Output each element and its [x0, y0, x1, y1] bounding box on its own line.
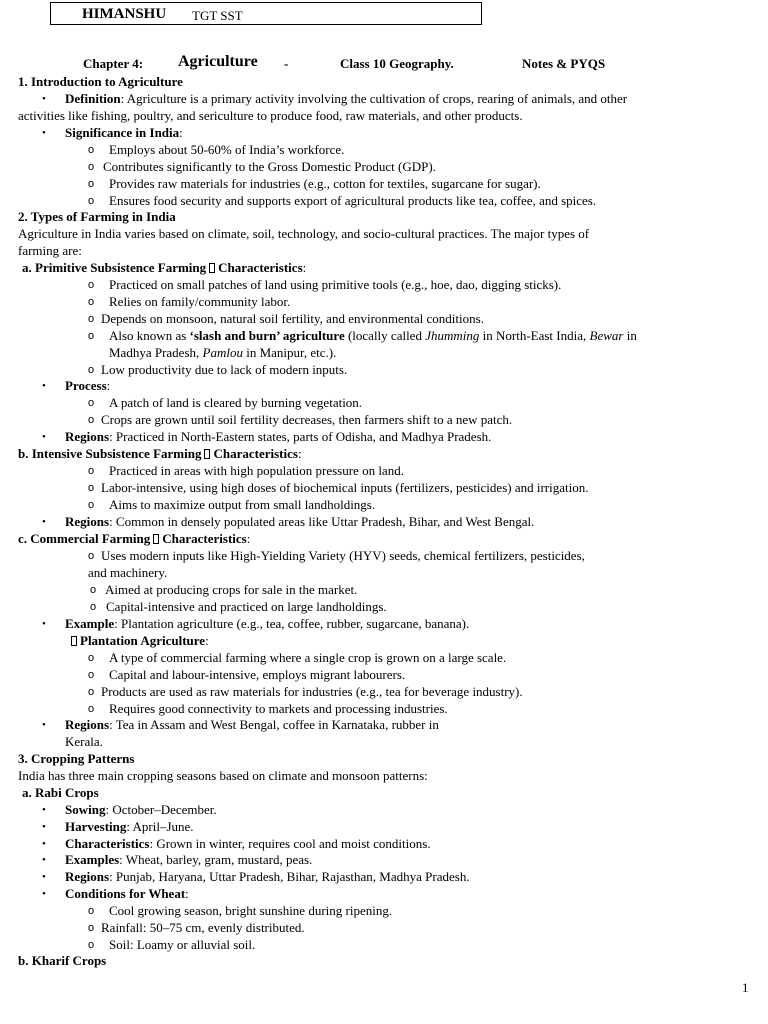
line-text: Crops are grown until soil fertility decreases, then farmers shift to a new patch. [101, 412, 513, 427]
line-text: Requires good connectivity to markets and processing industries. [109, 701, 448, 716]
text-line [65, 429, 491, 445]
text-line [65, 734, 103, 750]
text-line [101, 412, 512, 428]
sub-bullet-icon: o [88, 161, 95, 173]
sub-bullet-icon: o [88, 465, 95, 477]
text-line [65, 852, 312, 868]
line-text: Cool growing season, bright sunshine during ripening. [109, 903, 393, 918]
line-text: : Plantation agriculture (e.g., tea, coffee, rubber, sugarcane, banana). [114, 616, 470, 631]
sub-bullet-icon: o [88, 922, 95, 934]
line-text: in [623, 328, 637, 343]
text-line [109, 463, 404, 479]
bold-term: Harvesting [65, 819, 127, 834]
text-line [65, 514, 534, 530]
text-line [103, 159, 436, 175]
text-line [68, 633, 209, 649]
line-text: Products are used as raw materials for industries (e.g., tea for beverage industry). [101, 684, 523, 699]
line-text: Relies on family/community labor. [109, 294, 291, 309]
text-line [18, 243, 82, 259]
line-text: Uses modern inputs like High-Yielding Variety (HYV) seeds, chemical fertilizers, pesticides, [101, 548, 585, 563]
line-text: in Manipur, etc.). [242, 345, 337, 360]
text-line [109, 497, 375, 513]
bold-term: Characteristics [213, 446, 298, 461]
line-text: Kerala. [65, 734, 103, 749]
text-line [18, 226, 589, 242]
bullet-icon: • [42, 618, 46, 630]
missing-glyph-icon [209, 263, 215, 273]
line-text: Agriculture in India varies based on climate, soil, technology, and socio-cultural practices. The major types of [18, 226, 590, 241]
sub-bullet-icon: o [88, 178, 95, 190]
line-text: : [205, 633, 209, 648]
line-text: and machinery. [88, 565, 168, 580]
bullet-icon: • [42, 804, 46, 816]
line-text: 3. Cropping Patterns [18, 751, 135, 766]
text-line [109, 176, 541, 192]
text-line [65, 836, 431, 852]
bold-term: Example [65, 616, 115, 631]
line-text: 2. Types of Farming in India [18, 209, 176, 224]
missing-glyph-icon [153, 534, 159, 544]
line-text: : April–June. [126, 819, 194, 834]
missing-glyph-icon [204, 449, 210, 459]
line-text: Ensures food security and supports export of agricultural products like tea, coffee, and spices. [109, 193, 597, 208]
bold-term: Regions [65, 429, 110, 444]
bullet-icon: • [42, 431, 46, 443]
text-line [18, 446, 302, 462]
bold-term: Definition [65, 91, 121, 106]
text-line [65, 717, 439, 733]
bold-term: Examples [65, 852, 120, 867]
text-line [65, 819, 194, 835]
text-line [101, 311, 484, 327]
line-text: Practiced on small patches of land using primitive tools (e.g., hoe, dao, digging sticks). [109, 277, 562, 292]
text-line [109, 395, 362, 411]
sub-bullet-icon: o [88, 686, 95, 698]
author-name: HIMANSHU [82, 6, 167, 22]
text-line [18, 209, 176, 225]
text-line [101, 920, 305, 936]
bold-term: Regions [65, 514, 110, 529]
sub-bullet-icon: o [88, 482, 95, 494]
line-text: Aimed at producing crops for sale in the market. [105, 582, 358, 597]
line-text: : [185, 886, 189, 901]
text-line [106, 599, 387, 615]
bullet-icon: • [42, 127, 46, 139]
bold-term: Regions [65, 869, 110, 884]
sub-bullet-icon: o [88, 652, 95, 664]
line-text: Contributes significantly to the Gross Domestic Product (GDP). [103, 159, 436, 174]
text-line [109, 193, 596, 209]
line-text: Madhya Pradesh, [109, 345, 203, 360]
sub-bullet-icon: o [88, 330, 95, 342]
text-line [65, 802, 217, 818]
text-line [109, 328, 637, 344]
line-text: Rainfall: 50–75 cm, evenly distributed. [101, 920, 305, 935]
line-text: India has three main cropping seasons based on climate and monsoon patterns: [18, 768, 428, 783]
sub-bullet-icon: o [88, 414, 95, 426]
text-line [18, 953, 106, 969]
sub-bullet-icon: o [88, 905, 95, 917]
sub-bullet-icon: o [88, 364, 95, 376]
line-text: : Grown in winter, requires cool and moist conditions. [149, 836, 431, 851]
text-line [65, 378, 110, 394]
line-text: : Wheat, barley, gram, mustard, peas. [119, 852, 313, 867]
line-text: in North-East India, [479, 328, 590, 343]
line-text: farming are: [18, 243, 82, 258]
line-text: : Practiced in North-Eastern states, parts of Odisha, and Madhya Pradesh. [109, 429, 492, 444]
sub-bullet-icon: o [90, 601, 97, 613]
sub-bullet-icon: o [88, 144, 95, 156]
bullet-icon: • [42, 93, 46, 105]
line-text: : October–December. [105, 802, 217, 817]
italic-term: Pamlou [202, 345, 243, 360]
bullet-icon: • [42, 380, 46, 392]
text-line [101, 480, 588, 496]
text-line [101, 684, 523, 700]
line-text: a. Rabi Crops [22, 785, 99, 800]
chapter-title: Agriculture [178, 53, 258, 70]
bold-term: Characteristics [162, 531, 247, 546]
text-line [109, 142, 344, 158]
line-text: Aims to maximize output from small landholdings. [109, 497, 376, 512]
line-text: (locally called [344, 328, 426, 343]
sub-bullet-icon: o [90, 584, 97, 596]
text-line [109, 650, 506, 666]
text-line [109, 345, 336, 361]
sub-bullet-icon: o [88, 499, 95, 511]
text-line [22, 785, 99, 801]
bold-term: Sowing [65, 802, 106, 817]
text-line [109, 937, 255, 953]
italic-term: Jhumming [425, 328, 480, 343]
bold-term: Plantation Agriculture [80, 633, 206, 648]
bullet-icon: • [42, 516, 46, 528]
bold-term: b. Intensive Subsistence Farming [18, 446, 202, 461]
text-line [88, 565, 167, 581]
text-line [109, 667, 405, 683]
line-text: Provides raw materials for industries (e.g., cotton for textiles, sugarcane for sugar). [109, 176, 541, 191]
sub-bullet-icon: o [88, 279, 95, 291]
line-text: Low productivity due to lack of modern inputs. [101, 362, 348, 377]
chapter-label: Chapter 4: [83, 56, 144, 71]
line-text: : Punjab, Haryana, Uttar Pradesh, Bihar, Rajasthan, Madhya Pradesh. [109, 869, 470, 884]
text-line [18, 751, 134, 767]
bold-term: Conditions for Wheat [65, 886, 186, 901]
text-line [65, 91, 627, 107]
sub-bullet-icon: o [88, 397, 95, 409]
notes-label: Notes & PYQS [522, 56, 606, 71]
sub-bullet-icon: o [88, 939, 95, 951]
bullet-icon: • [42, 719, 46, 731]
text-line [101, 362, 347, 378]
line-text: : [106, 378, 111, 393]
line-text: Capital and labour-intensive, employs migrant labourers. [109, 667, 406, 682]
bold-term: Process [65, 378, 107, 393]
sub-bullet-icon: o [88, 296, 95, 308]
sub-bullet-icon: o [88, 313, 95, 325]
text-line [109, 294, 290, 310]
line-text: : [297, 446, 302, 461]
bold-term: a. Primitive Subsistence Farming [22, 260, 207, 275]
sub-bullet-icon: o [88, 703, 95, 715]
line-text: : Common in densely populated areas like Uttar Pradesh, Bihar, and West Bengal. [109, 514, 535, 529]
text-line [65, 886, 189, 902]
bold-term: Characteristics [65, 836, 150, 851]
line-text: Also known as [109, 328, 190, 343]
bullet-icon: • [42, 854, 46, 866]
line-text: A patch of land is cleared by burning vegetation. [109, 395, 363, 410]
line-text: : [179, 125, 183, 140]
bold-term: ‘slash and burn’ agriculture [189, 328, 345, 343]
line-text: Practiced in areas with high population pressure on land. [109, 463, 404, 478]
text-line [18, 531, 250, 547]
line-text: : Tea in Assam and West Bengal, coffee in Karnataka, rubber in [109, 717, 439, 732]
bold-term: c. Commercial Farming [18, 531, 151, 546]
line-text: A type of commercial farming where a single crop is grown on a large scale. [109, 650, 507, 665]
bullet-icon: • [42, 871, 46, 883]
text-line [22, 260, 306, 276]
bullet-icon: • [42, 821, 46, 833]
sub-bullet-icon: o [88, 669, 95, 681]
text-line [109, 277, 561, 293]
page-number: 1 [742, 980, 749, 995]
text-line [109, 903, 392, 919]
text-line [65, 869, 470, 885]
chapter-dash: - [284, 56, 289, 71]
text-line [18, 108, 523, 124]
missing-glyph-icon [71, 636, 77, 646]
text-line [65, 125, 183, 141]
line-text: 1. Introduction to Agriculture [18, 74, 183, 89]
line-text: Labor-intensive, using high doses of biochemical inputs (fertilizers, pesticides) and irrigation. [101, 480, 589, 495]
line-text: : [246, 531, 251, 546]
bold-term: Significance in India [65, 125, 180, 140]
bullet-icon: • [42, 838, 46, 850]
line-text: b. Kharif Crops [18, 953, 107, 968]
line-text: Depends on monsoon, natural soil fertility, and environmental conditions. [101, 311, 484, 326]
italic-term: Bewar [589, 328, 624, 343]
line-text: : Agriculture is a primary activity involving the cultivation of crops, rearing of animals, and other [120, 91, 628, 106]
line-text: activities like fishing, poultry, and sericulture to produce food, raw materials, and other products. [18, 108, 523, 123]
line-text: Capital-intensive and practiced on large landholdings. [106, 599, 387, 614]
text-line [18, 74, 183, 90]
text-line [101, 548, 585, 564]
bold-term: Characteristics [218, 260, 303, 275]
line-text: Employs about 50-60% of India’s workforce. [109, 142, 345, 157]
sub-bullet-icon: o [88, 550, 95, 562]
sub-bullet-icon: o [88, 195, 95, 207]
text-line [65, 616, 469, 632]
bullet-icon: • [42, 888, 46, 900]
bold-term: Regions [65, 717, 110, 732]
line-text: Soil: Loamy or alluvial soil. [109, 937, 256, 952]
line-text: : [302, 260, 307, 275]
text-line [109, 701, 448, 717]
class-name: Class 10 Geography. [340, 56, 454, 71]
text-line [105, 582, 357, 598]
author-role: TGT SST [192, 8, 243, 23]
text-line [18, 768, 428, 784]
